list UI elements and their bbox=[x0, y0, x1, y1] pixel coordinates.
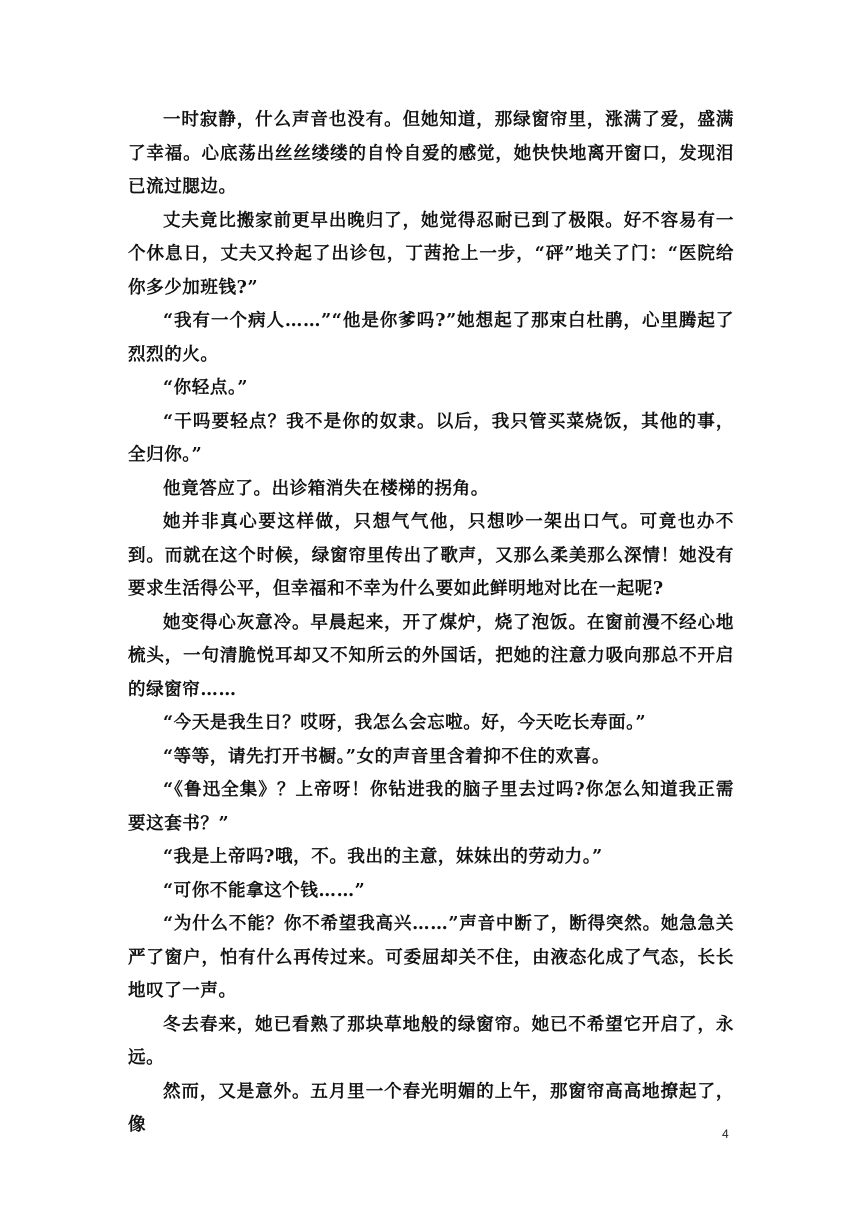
paragraph-4: “你轻点。” bbox=[163, 378, 248, 398]
paragraph-12: “我是上帝吗?哦，不。我出的主意，妹妹出的劳动力。” bbox=[163, 847, 603, 867]
paragraph-7: 她并非真心要这样做，只想气气他，只想吵一架出口气。可竟也办不到。而就在这个时候，绿窗帘里传出了歌声，又那么柔美那么深情！她没有要求生活得公平，但幸福和不幸为什么要如此鲜明地对比在一起呢? bbox=[128, 512, 734, 599]
page-number: 4 bbox=[722, 1127, 729, 1141]
paragraph-14: “为什么不能？你不希望我高兴……”声音中断了，断得突然。她急急关严了窗户，怕有什么再传过来。可委屈却关不住，由液态化成了气态，长长地叹了一声。 bbox=[128, 914, 734, 1001]
paragraph-6: 他竟答应了。出诊箱消失在楼梯的拐角。 bbox=[163, 478, 489, 499]
paragraph-1: 一时寂静，什么声音也没有。但她知道，那绿窗帘里，涨满了爱，盛满了幸福。心底荡出丝丝缕缕的自怜自爱的感觉，她快快地离开窗口，发现泪已流过腮边。 bbox=[128, 110, 734, 197]
paragraph-15: 冬去春来，她已看熟了那块草地般的绿窗帘。她已不希望它开启了，永远。 bbox=[128, 1014, 734, 1068]
paragraph-10: “等等，请先打开书橱。”女的声音里含着抑不住的欢喜。 bbox=[163, 746, 610, 767]
text-body bbox=[128, 104, 734, 1143]
paragraph-9: “今天是我生日？哎呀，我怎么会忘啦。好，今天吃长寿面。” bbox=[163, 713, 647, 733]
paragraph-13: “可你不能拿这个钱……” bbox=[163, 880, 366, 901]
paragraph-5: “干吗要轻点？我不是你的奴隶。以后，我只管买菜烧饭，其他的事，全归你。” bbox=[128, 411, 734, 465]
paragraph-3: “我有一个病人……”“他是你爹吗?”她想起了那束白杜鹃，心里腾起了烈烈的火。 bbox=[128, 311, 734, 365]
paragraph-11: “《鲁迅全集》？上帝呀！你钻进我的脑子里去过吗?你怎么知道我正需要这套书？” bbox=[128, 780, 734, 834]
paragraph-2: 丈夫竟比搬家前更早出晚归了，她觉得忍耐已到了极限。好不容易有一个休息日，丈夫又拎起了出诊包，丁茜抢上一步，“砰”地关了门：“医院给你多少加班钱?” bbox=[128, 210, 734, 298]
paragraph-16: 然而，又是意外。五月里一个春光明媚的上午，那窗帘高高地撩起了，像 bbox=[128, 1081, 734, 1135]
paragraph-8: 她变得心灰意冷。早晨起来，开了煤炉，烧了泡饭。在窗前漫不经心地梳头，一句清脆悦耳却又不知所云的外国话，把她的注意力吸向那总不开启的绿窗帘…… bbox=[128, 612, 734, 700]
